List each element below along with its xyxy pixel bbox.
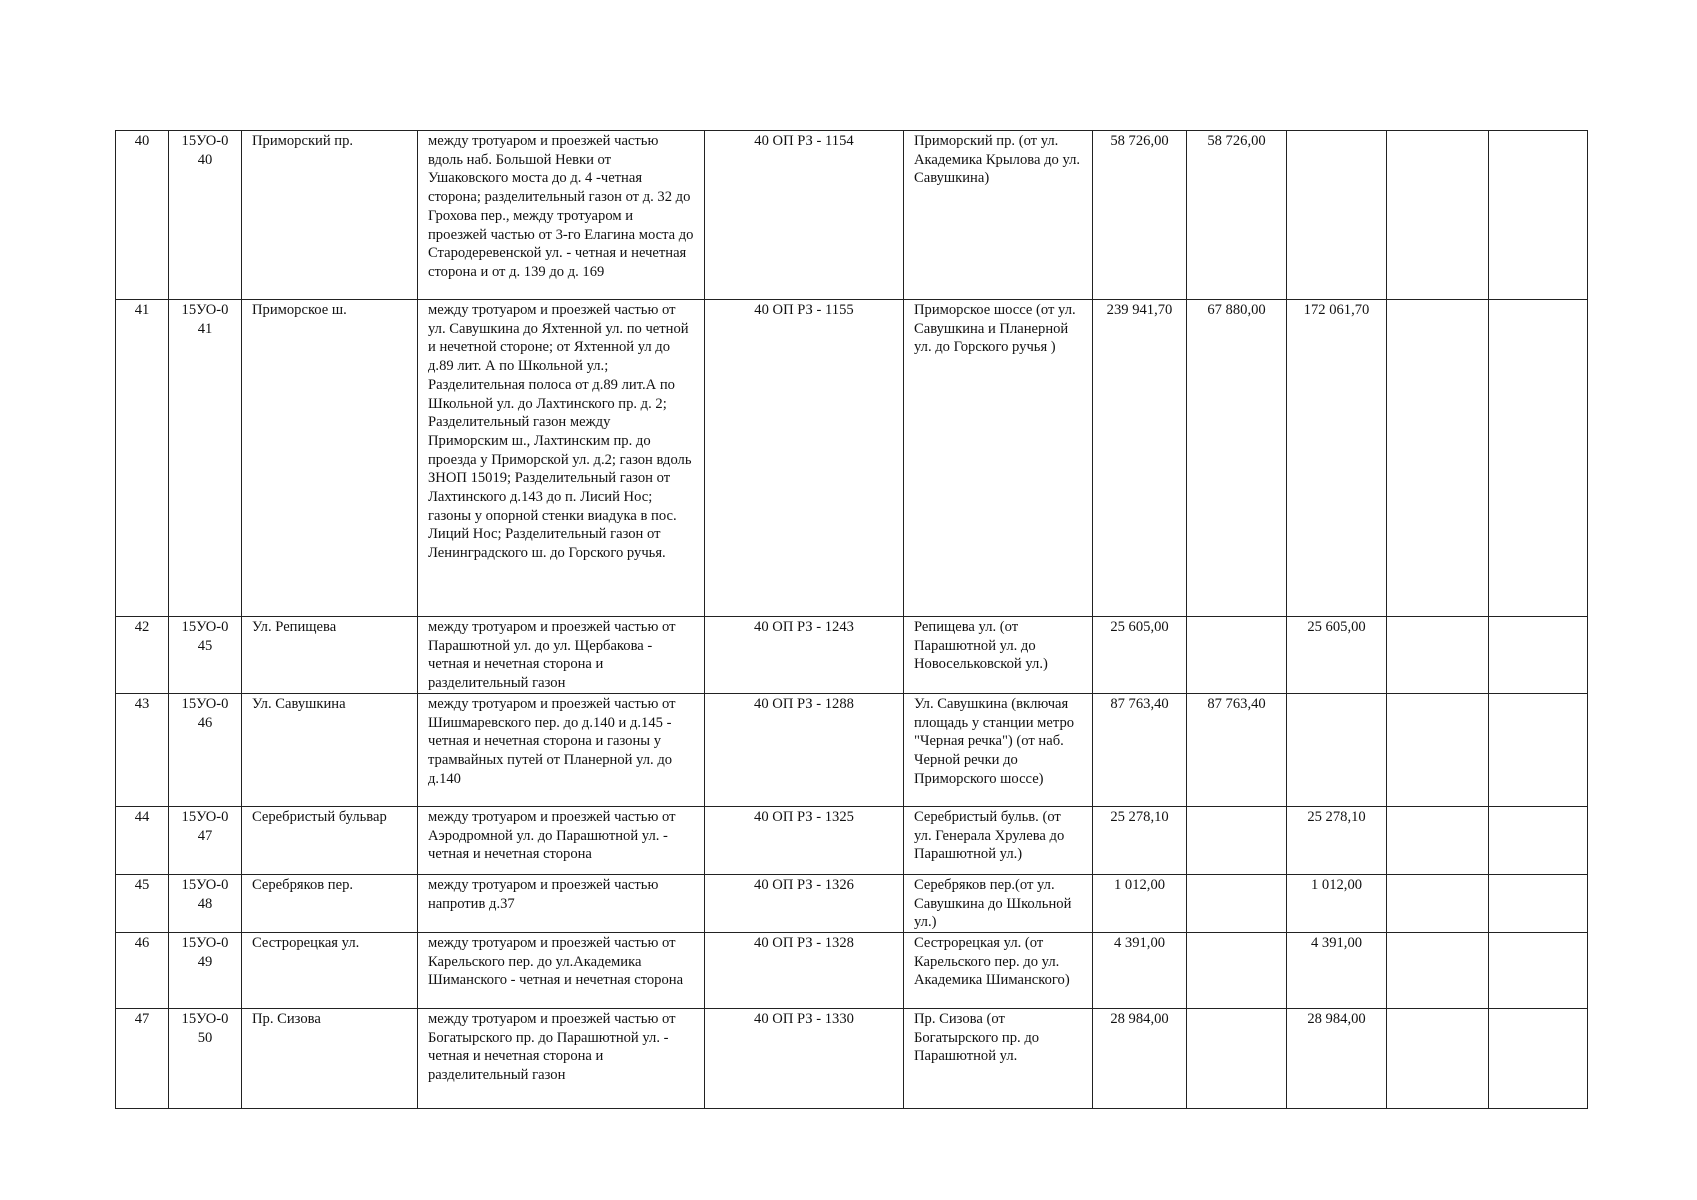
road-reference: 40 ОП РЗ - 1326: [705, 874, 904, 932]
area-description: между тротуаром и проезжей частью от Шишмаревского пер. до д.140 и д.145 - четная и нечетная сторона и газоны у трамвайных путей от Планерной ул. до д.140: [418, 693, 705, 806]
table-row: [116, 300, 1588, 617]
row-code: 15УО-047: [169, 806, 242, 874]
row-code: 15УО-041: [169, 300, 242, 617]
road-reference: 40 ОП РЗ - 1325: [705, 806, 904, 874]
area-part-2: 25 278,10: [1287, 806, 1387, 874]
area-part-1: [1187, 806, 1287, 874]
row-number: 42: [116, 617, 169, 694]
area-part-2: 4 391,00: [1287, 932, 1387, 1008]
row-number: 40: [116, 131, 169, 300]
street-name: Серебристый бульвар: [242, 806, 418, 874]
extra-cell-2: [1489, 693, 1588, 806]
row-number: 44: [116, 806, 169, 874]
road-location: Пр. Сизова (от Богатырского пр. до Парашютной ул.: [904, 1008, 1093, 1108]
road-location: Ул. Савушкина (включая площадь у станции метро "Черная речка") (от наб. Черной речки до Приморского шоссе): [904, 693, 1093, 806]
road-location: Сестрорецкая ул. (от Карельского пер. до ул. Академика Шиманского): [904, 932, 1093, 1008]
row-number: 46: [116, 932, 169, 1008]
street-name: Ул. Савушкина: [242, 693, 418, 806]
extra-cell-1: [1387, 1008, 1489, 1108]
road-location: Серебристый бульв. (от ул. Генерала Хрулева до Парашютной ул.): [904, 806, 1093, 874]
road-location: Приморское шоссе (от ул. Савушкина и Планерной ул. до Горского ручья ): [904, 300, 1093, 617]
area-total: 28 984,00: [1093, 1008, 1187, 1108]
extra-cell-2: [1489, 806, 1588, 874]
area-total: 4 391,00: [1093, 932, 1187, 1008]
area-total: 58 726,00: [1093, 131, 1187, 300]
extra-cell-1: [1387, 131, 1489, 300]
road-reference: 40 ОП РЗ - 1288: [705, 693, 904, 806]
row-code: 15УО-049: [169, 932, 242, 1008]
area-description: между тротуаром и проезжей частью от Аэродромной ул. до Парашютной ул. - четная и нечетная сторона: [418, 806, 705, 874]
area-part-1: 67 880,00: [1187, 300, 1287, 617]
row-number: 45: [116, 874, 169, 932]
area-part-2: 28 984,00: [1287, 1008, 1387, 1108]
extra-cell-1: [1387, 874, 1489, 932]
row-code: 15УО-048: [169, 874, 242, 932]
area-total: 25 278,10: [1093, 806, 1187, 874]
extra-cell-2: [1489, 131, 1588, 300]
area-description: между тротуаром и проезжей частью напротив д.37: [418, 874, 705, 932]
area-part-1: [1187, 617, 1287, 694]
extra-cell-2: [1489, 1008, 1588, 1108]
extra-cell-1: [1387, 300, 1489, 617]
table-row: [116, 617, 1588, 694]
extra-cell-1: [1387, 693, 1489, 806]
road-location: Приморский пр. (от ул. Академика Крылова до ул. Савушкина): [904, 131, 1093, 300]
street-name: Ул. Репищева: [242, 617, 418, 694]
extra-cell-2: [1489, 300, 1588, 617]
extra-cell-1: [1387, 617, 1489, 694]
row-code: 15УО-046: [169, 693, 242, 806]
area-total: 25 605,00: [1093, 617, 1187, 694]
area-part-1: 87 763,40: [1187, 693, 1287, 806]
table-row: [116, 932, 1588, 1008]
area-description: между тротуаром и проезжей частью от Карельского пер. до ул.Академика Шиманского - четная и нечетная сторона: [418, 932, 705, 1008]
area-description: между тротуаром и проезжей частью от Богатырского пр. до Парашютной ул. - четная и нечетная сторона и разделительный газон: [418, 1008, 705, 1108]
road-location: Серебряков пер.(от ул. Савушкина до Школьной ул.): [904, 874, 1093, 932]
road-reference: 40 ОП РЗ - 1243: [705, 617, 904, 694]
table-row: [116, 874, 1588, 932]
street-name: Пр. Сизова: [242, 1008, 418, 1108]
row-number: 43: [116, 693, 169, 806]
row-code: 15УО-045: [169, 617, 242, 694]
row-number: 41: [116, 300, 169, 617]
street-name: Приморский пр.: [242, 131, 418, 300]
area-part-1: [1187, 932, 1287, 1008]
area-part-2: 25 605,00: [1287, 617, 1387, 694]
area-total: 239 941,70: [1093, 300, 1187, 617]
road-reference: 40 ОП РЗ - 1154: [705, 131, 904, 300]
area-part-1: 58 726,00: [1187, 131, 1287, 300]
street-name: Сестрорецкая ул.: [242, 932, 418, 1008]
road-location: Репищева ул. (от Парашютной ул. до Новосельковской ул.): [904, 617, 1093, 694]
row-code: 15УО-040: [169, 131, 242, 300]
road-reference: 40 ОП РЗ - 1330: [705, 1008, 904, 1108]
extra-cell-1: [1387, 806, 1489, 874]
road-reference: 40 ОП РЗ - 1155: [705, 300, 904, 617]
area-part-1: [1187, 1008, 1287, 1108]
street-name: Приморское ш.: [242, 300, 418, 617]
area-total: 87 763,40: [1093, 693, 1187, 806]
row-code: 15УО-050: [169, 1008, 242, 1108]
extra-cell-1: [1387, 932, 1489, 1008]
area-part-2: [1287, 693, 1387, 806]
area-description: между тротуаром и проезжей частью от Парашютной ул. до ул. Щербакова - четная и нечетная сторона и разделительный газон: [418, 617, 705, 694]
table-row: [116, 131, 1588, 300]
area-part-1: [1187, 874, 1287, 932]
area-part-2: 1 012,00: [1287, 874, 1387, 932]
extra-cell-2: [1489, 617, 1588, 694]
area-description: между тротуаром и проезжей частью от ул. Савушкина до Яхтенной ул. по четной и нечетной стороне; от Яхтенной ул до д.89 лит. А по Школьной ул.; Разделительная полоса от д.89 лит.А по Школьной ул. до Лахтинского пр. д. 2; Разделительный газон между Приморским ш., Лахтинским пр. до проезда у Приморской ул. д.2; газон вдоль ЗНОП 15019; Разделительный газон от Лахтинского д.143 до п. Лисий Нос; газоны у опорной стенки виадука в пос. Лиций Нос; Разделительный газон от Ленинградского ш. до Горского ручья.: [418, 300, 705, 617]
area-part-2: [1287, 131, 1387, 300]
extra-cell-2: [1489, 932, 1588, 1008]
table-row: [116, 693, 1588, 806]
street-name: Серебряков пер.: [242, 874, 418, 932]
table-row: [116, 806, 1588, 874]
row-number: 47: [116, 1008, 169, 1108]
road-reference: 40 ОП РЗ - 1328: [705, 932, 904, 1008]
registry-table: [115, 130, 1588, 1109]
extra-cell-2: [1489, 874, 1588, 932]
area-description: между тротуаром и проезжей частью вдоль наб. Большой Невки от Ушаковского моста до д. 4 -четная сторона; разделительный газон от д. 32 до Грохова пер., между тротуаром и проезжей частью от 3-го Елагина моста до Стародеревенской ул. - четная и нечетная сторона и от д. 139 до д. 169: [418, 131, 705, 300]
table-row: [116, 1008, 1588, 1108]
area-part-2: 172 061,70: [1287, 300, 1387, 617]
area-total: 1 012,00: [1093, 874, 1187, 932]
